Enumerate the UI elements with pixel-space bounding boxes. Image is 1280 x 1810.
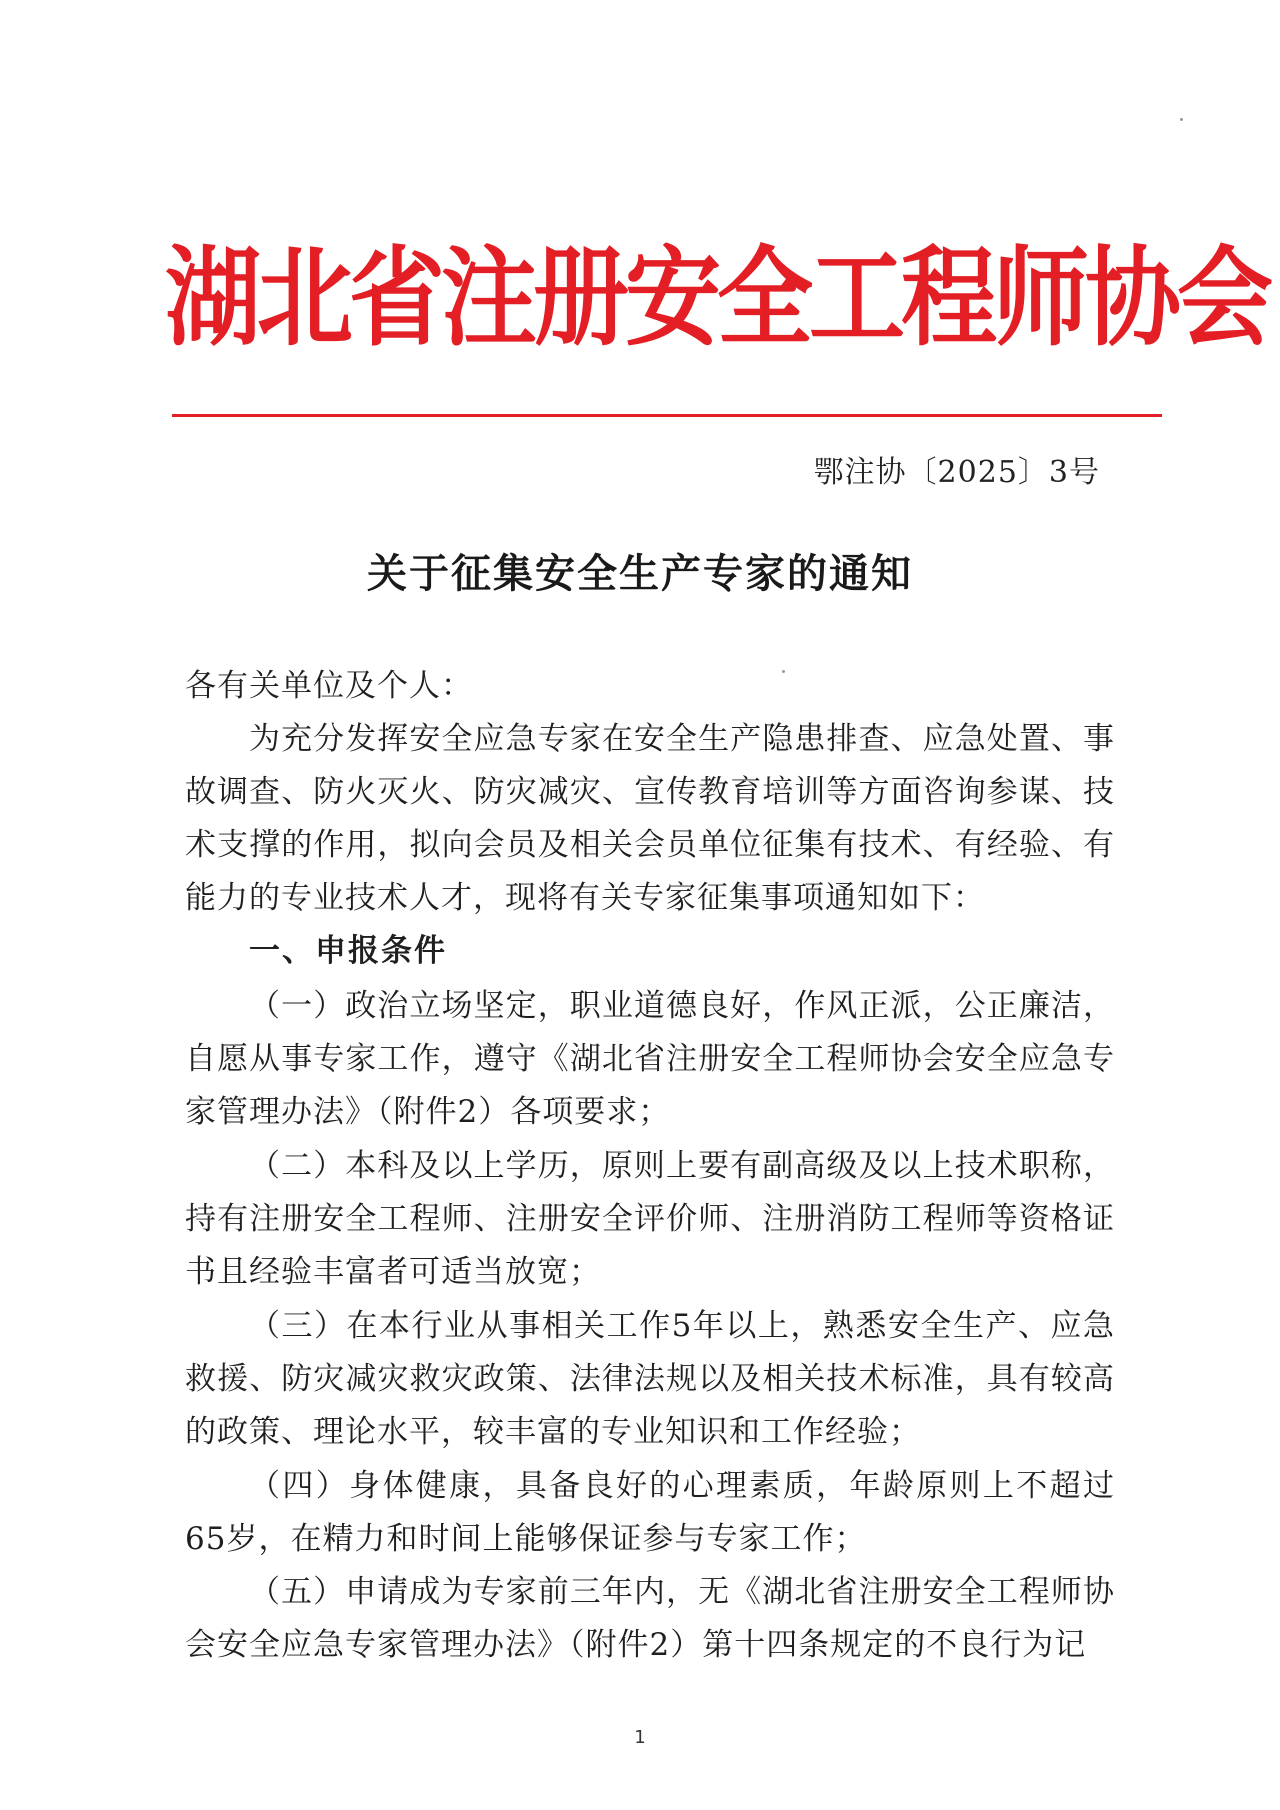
condition-text: （三）在本行业从事相关工作5年以上，熟悉安全生产、应急救援、防灾减灾救灾政策、法律法规以及相关技术标准，具有较高的政策、理论水平，较丰富的专业知识和工作经验； <box>185 1308 1115 1450</box>
document-number: 鄂注协〔2025〕3号 <box>813 455 1100 490</box>
condition-text: （四）身体健康，具备良好的心理素质，年龄原则上不超过65岁，在精力和时间上能够保证参与专家工作； <box>185 1468 1115 1557</box>
condition-text: （二）本科及以上学历，原则上要有副高级及以上技术职称，持有注册安全工程师、注册安全评价师、注册消防工程师等资格证书且经验丰富者可适当放宽； <box>185 1148 1115 1290</box>
intro-text: 为充分发挥安全应急专家在安全生产隐患排查、应急处置、事故调查、防火灭火、防灾减灾、宣传教育培训等方面咨询参谋、技术支撑的作用，拟向会员及相关会员单位征集有技术、有经验、有能力的专业技术人才，现将有关专家征集事项通知如下： <box>185 721 1115 916</box>
condition-item <box>185 1140 1115 1299</box>
page-number: 1 <box>634 1727 646 1748</box>
salutation-text: 各有关单位及个人： <box>185 668 473 704</box>
letterhead-red-rule <box>172 414 1162 417</box>
scan-speck <box>1180 118 1183 121</box>
salutation <box>185 660 1115 713</box>
section-heading: 一、申报条件 <box>249 933 447 969</box>
condition-text: （一）政治立场坚定，职业道德良好，作风正派，公正廉洁，自愿从事专家工作，遵守《湖北省注册安全工程师协会安全应急专家管理办法》（附件2）各项要求； <box>185 988 1115 1130</box>
condition-item <box>185 1460 1115 1566</box>
letterhead-organization-name: 湖北省注册安全工程师协会 <box>165 235 1269 361</box>
condition-item <box>185 1566 1115 1672</box>
notice-title: 关于征集安全生产专家的通知 <box>367 551 913 597</box>
condition-text: （五）申请成为专家前三年内，无《湖北省注册安全工程师协会安全应急专家管理办法》（附件2）第十四条规定的不良行为记 <box>185 1574 1115 1663</box>
condition-item <box>185 1300 1115 1459</box>
condition-item <box>185 980 1115 1139</box>
scan-speck <box>782 670 785 673</box>
intro-paragraph <box>185 713 1115 925</box>
